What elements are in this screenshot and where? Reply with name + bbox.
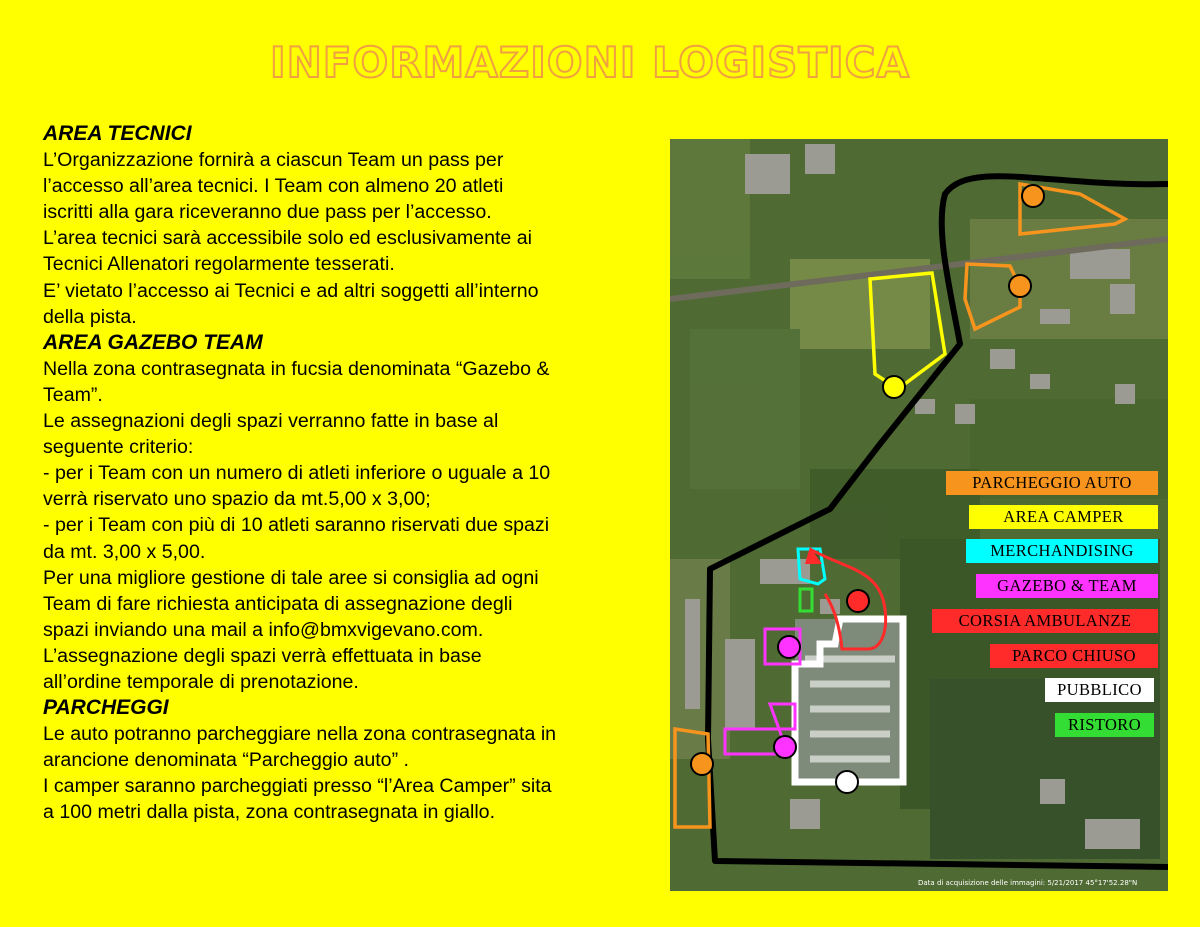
public-marker (836, 771, 858, 793)
bmx-track (795, 619, 903, 782)
body-line: I camper saranno parcheggiati presso “l’Area Camper” sita (43, 775, 552, 798)
body-line: Le assegnazioni degli spazi verranno fatte in base al (43, 410, 499, 433)
body-line: E’ vietato l’accesso ai Tecnici e ad altri soggetti all’interno (43, 279, 539, 302)
body-line: della pista. (43, 305, 137, 328)
area-tecnici-body (43, 147, 668, 330)
page-title: INFORMAZIONI LOGISTICA (270, 38, 910, 87)
body-line: Le auto potranno parcheggiare nella zona contrasegnata in (43, 723, 557, 746)
parking-marker-2 (1009, 275, 1031, 297)
gazebo-marker-1 (778, 636, 800, 658)
legend-item: PUBBLICO (1045, 678, 1154, 702)
body-line: L’area tecnici sarà accessibile solo ed esclusivamente ai (43, 227, 533, 250)
legend-item: RISTORO (1055, 713, 1154, 737)
heading-area-gazebo: AREA GAZEBO TEAM (43, 330, 263, 354)
body-line: arancione denominata “Parcheggio auto” . (43, 749, 409, 772)
heading-parcheggi: PARCHEGGI (43, 696, 169, 720)
body-line: verrà riservato uno spazio da mt.5,00 x 3,00; (43, 488, 431, 511)
body-line: da mt. 3,00 x 5,00. (43, 540, 206, 563)
body-line: seguente criterio: (43, 436, 194, 459)
gazebo-marker-2 (774, 736, 796, 758)
body-line: - per i Team con un numero di atleti inferiore o uguale a 10 (43, 462, 551, 485)
parcheggi-body (43, 721, 668, 825)
body-line: Nella zona contrasegnata in fucsia denominata “Gazebo & (43, 357, 550, 380)
legend-item: MERCHANDISING (966, 539, 1158, 563)
body-line: Team”. (43, 383, 103, 406)
area-gazebo-body (43, 356, 668, 695)
body-line: Per una migliore gestione di tale aree si consiglia ad ogni (43, 566, 539, 589)
body-line: a 100 metri dalla pista, zona contrasegnata in giallo. (43, 801, 496, 824)
map-credits: Data di acquisizione delle immagini: 5/21/2017 45°17'52.28"N (918, 879, 1138, 887)
legend-item: CORSIA AMBULANZE (932, 609, 1158, 633)
heading-area-tecnici: AREA TECNICI (43, 122, 192, 145)
legend-item: PARCHEGGIO AUTO (946, 471, 1158, 495)
body-line: L’Organizzazione fornirà a ciascun Team un pass per (43, 149, 504, 172)
info-text (43, 121, 668, 826)
ambulance-marker (847, 590, 869, 612)
legend-item: AREA CAMPER (969, 505, 1158, 529)
legend-item: GAZEBO & TEAM (976, 574, 1158, 598)
legend-item: PARCO CHIUSO (990, 644, 1158, 668)
body-line: Tecnici Allenatori regolarmente tesserati. (43, 253, 395, 276)
camper-marker (883, 376, 905, 398)
body-line: Team di fare richiesta anticipata di assegnazione degli (43, 592, 513, 615)
body-line: spazi inviando una mail a info@bmxvigevano.com. (43, 618, 484, 641)
body-line: iscritti alla gara riceveranno due pass per l’accesso. (43, 201, 492, 224)
body-line: all’ordine temporale di prenotazione. (43, 670, 359, 693)
body-line: - per i Team con più di 10 atleti saranno riservati due spazi (43, 514, 550, 537)
body-line: L’assegnazione degli spazi verrà effettuata in base (43, 644, 482, 667)
parking-marker-3 (691, 753, 713, 775)
parking-marker-1 (1022, 185, 1044, 207)
body-line: l’accesso all’area tecnici. I Team con almeno 20 atleti (43, 175, 504, 198)
